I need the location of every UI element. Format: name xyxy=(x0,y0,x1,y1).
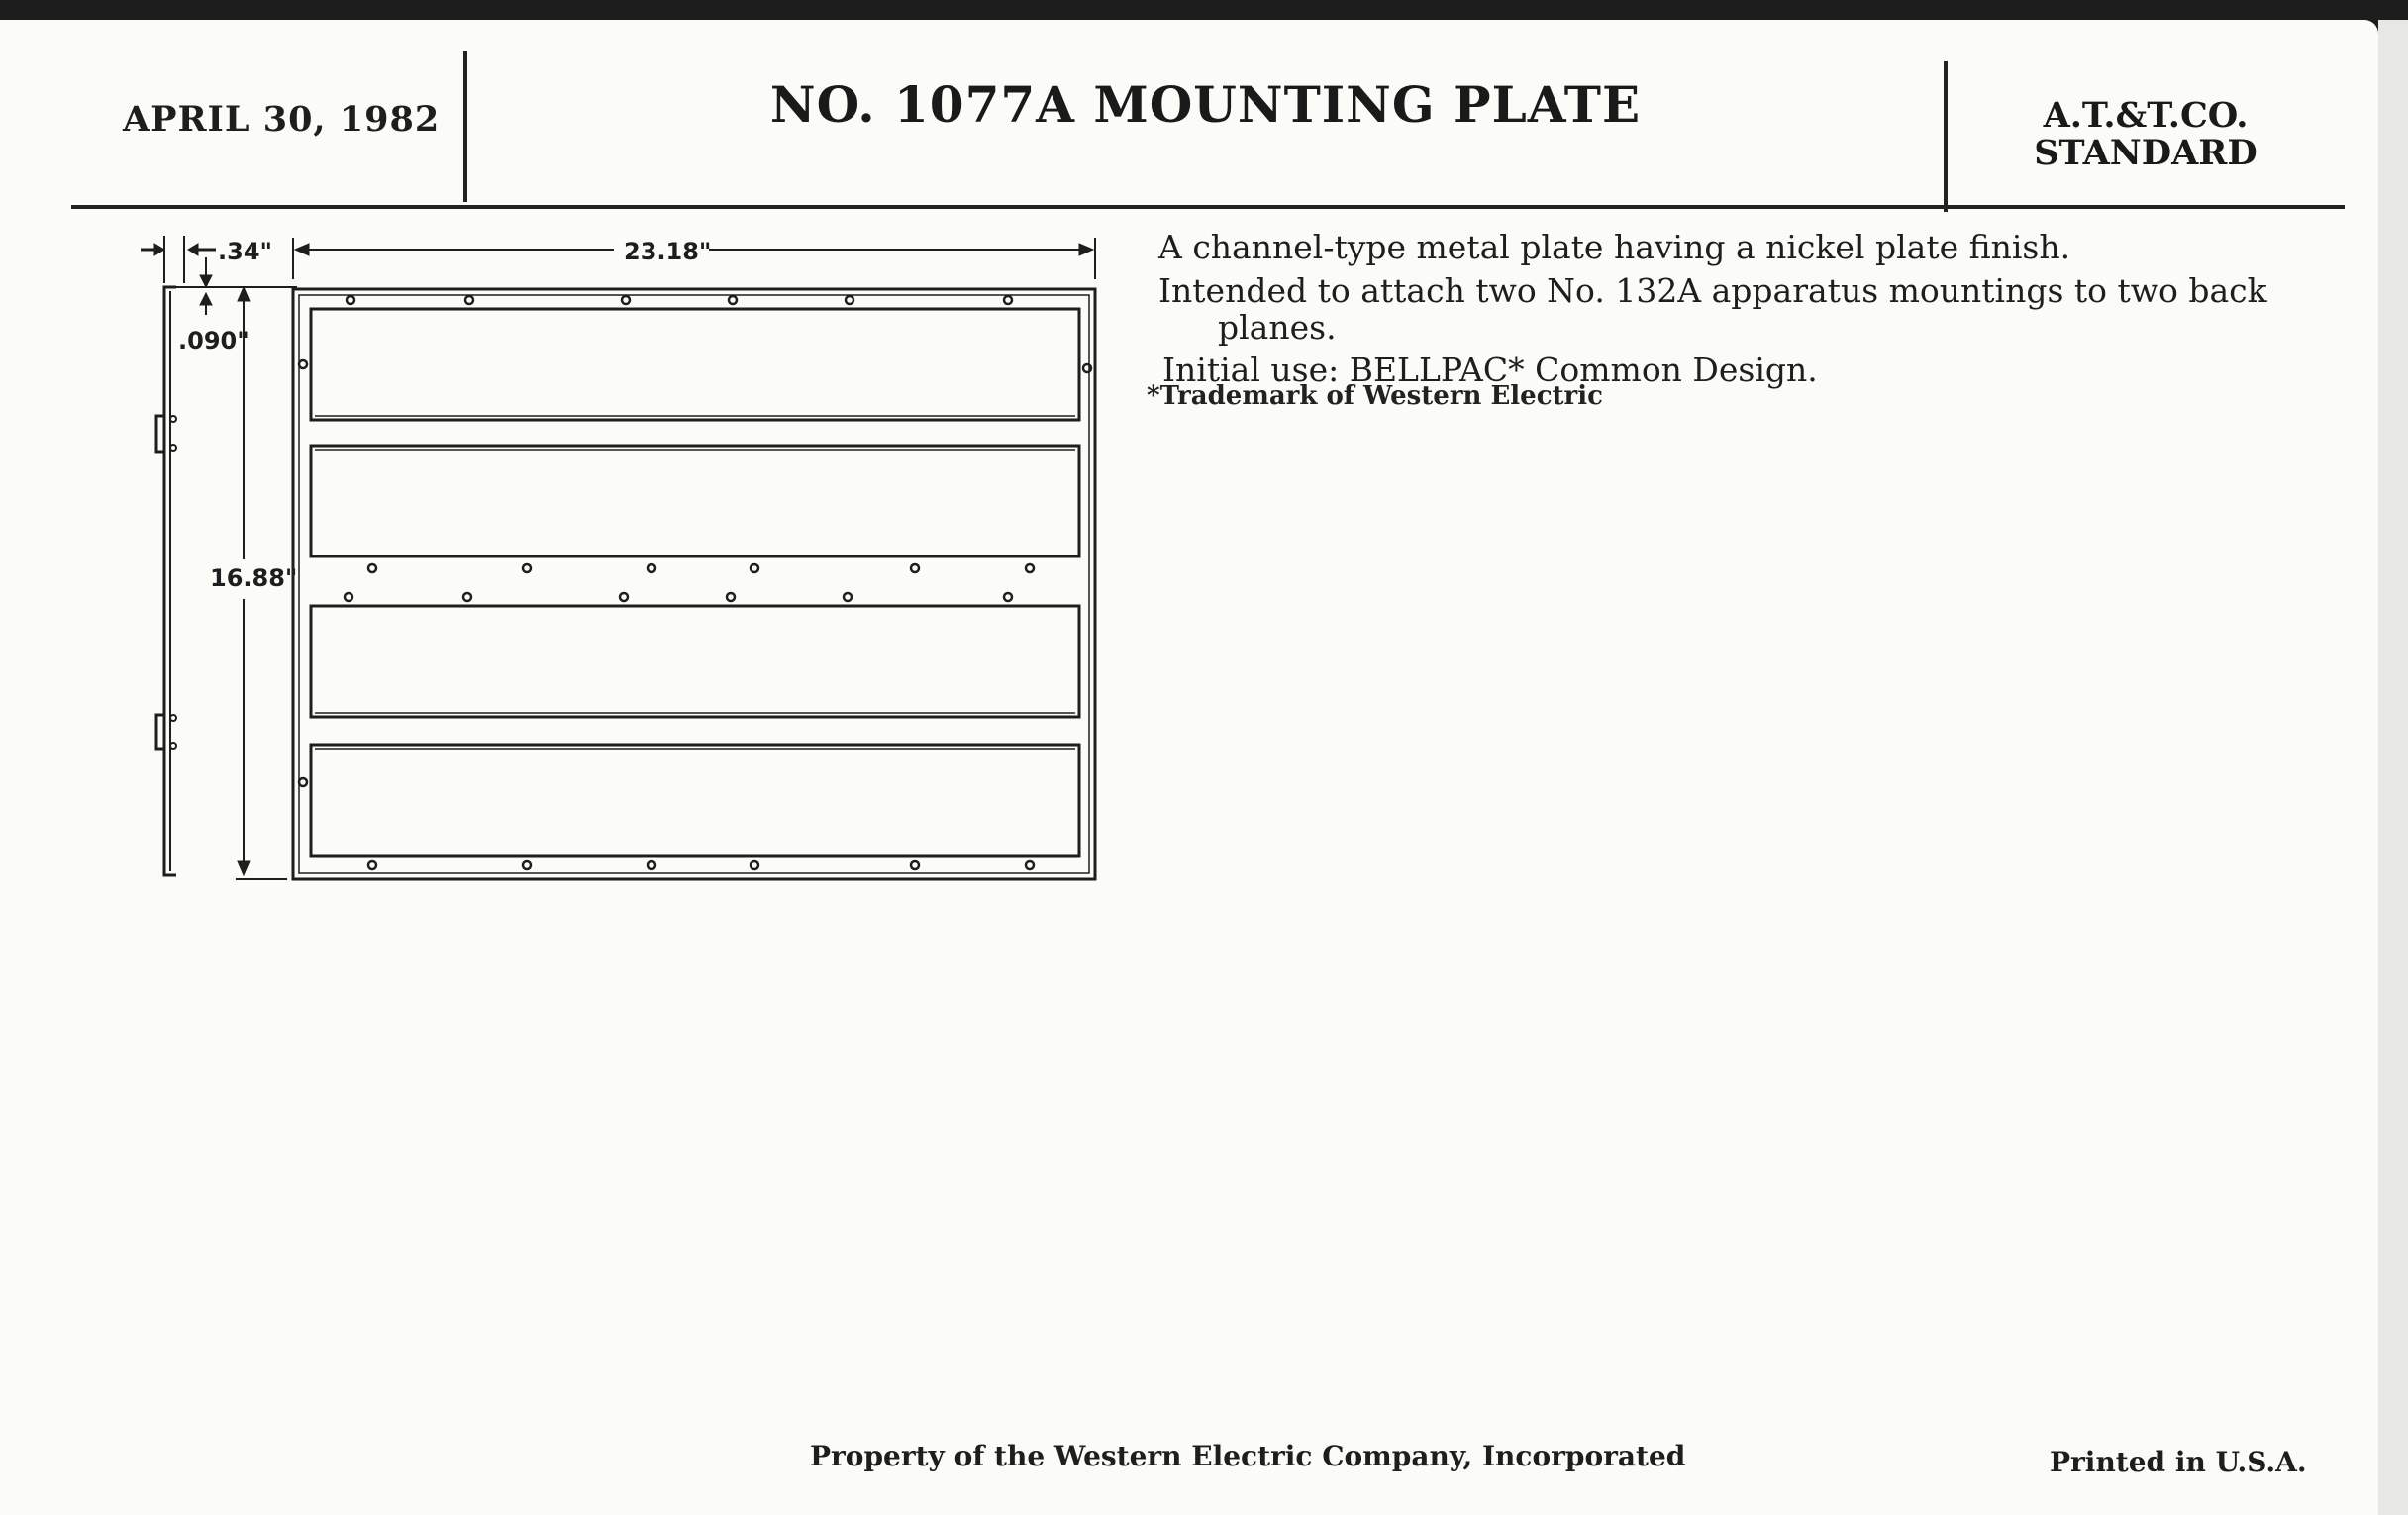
panel-opening xyxy=(311,745,1079,856)
dim-width: 23.18" xyxy=(624,238,712,265)
panel-opening xyxy=(311,446,1079,556)
description-purpose xyxy=(1158,271,2307,345)
standard-line-2: STANDARD xyxy=(2034,133,2258,173)
dim-thickness: .090" xyxy=(178,327,250,354)
card-edge xyxy=(2378,20,2408,1515)
page-title: NO. 1077A MOUNTING PLATE xyxy=(769,75,1642,134)
trademark-note: *Trademark of Western Electric xyxy=(1147,381,1603,411)
property-notice: Property of the Western Electric Company, Incorporated xyxy=(810,1440,1686,1472)
mounting-holes xyxy=(299,296,1091,869)
standard-label xyxy=(1948,97,2344,172)
description-purpose-cont: planes. xyxy=(1218,308,1337,347)
description xyxy=(1158,228,2307,388)
panel-openings xyxy=(311,309,1079,856)
description-initial-use: Initial use: BELLPAC* Common Design. xyxy=(1162,351,1818,389)
panel-opening xyxy=(311,309,1079,420)
mounting-plate-drawing xyxy=(0,0,1139,891)
issue-date: APRIL 30, 1982 xyxy=(123,99,441,140)
dim-flange-width: .34" xyxy=(218,238,273,265)
description-purpose-line: Intended to attach two No. 132A apparatus mountings to two back xyxy=(1158,271,2267,310)
description-finish: A channel-type metal plate having a nickel plate finish. xyxy=(1158,228,2071,266)
panel-opening xyxy=(311,606,1079,717)
dim-height: 16.88" xyxy=(210,564,298,592)
plate-outline xyxy=(293,289,1095,879)
printed-notice: Printed in U.S.A. xyxy=(2050,1446,2307,1478)
standard-line-1: A.T.&T.CO. xyxy=(2043,95,2249,136)
